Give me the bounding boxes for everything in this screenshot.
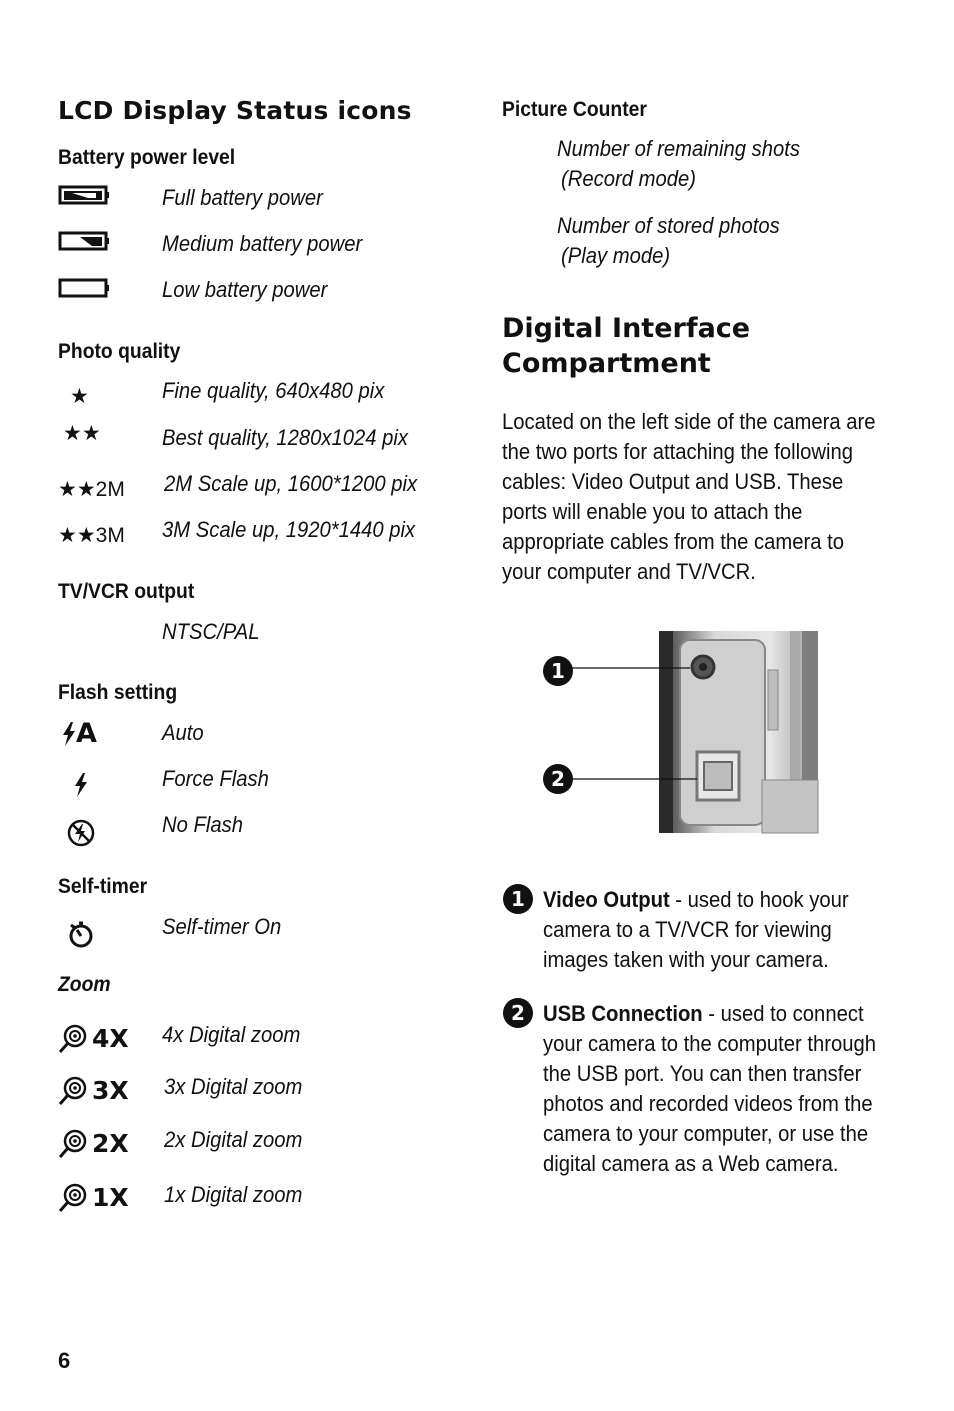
zoom-label: 3x Digital zoom [164, 1074, 303, 1099]
quality-label: Fine quality, 640x480 pix [162, 378, 385, 403]
page-number: 6 [58, 1348, 71, 1373]
intro-line: ports will enable you to attach the [502, 499, 803, 524]
counter-play-line1: Number of stored photos [557, 213, 780, 238]
battery-label: Low battery power [162, 277, 328, 302]
battery-label: Full battery power [162, 185, 323, 210]
callout-1: 1 [543, 656, 573, 686]
quality-label: 2M Scale up, 1600*1200 pix [164, 471, 418, 496]
intro-line: the two ports for attaching the following [502, 439, 854, 464]
zoom-label: 2x Digital zoom [164, 1127, 303, 1152]
zoom-heading: Zoom [58, 973, 111, 996]
intro-line: cables: Video Output and USB. These [502, 469, 844, 494]
usb-connection-term: USB Connection [543, 1001, 703, 1026]
zoom-4x-icon: 4X [58, 1022, 138, 1056]
two-star-icon: ★★ [63, 421, 101, 445]
flash-heading: Flash setting [58, 681, 178, 704]
intro-line: your computer and TV/VCR. [502, 559, 756, 584]
one-star-icon: ★ [70, 384, 89, 408]
flash-auto-icon: A [62, 720, 97, 748]
two-star-3m-icon: ★★3M [58, 523, 125, 547]
intro-line: appropriate cables from the camera to [502, 529, 845, 554]
tv-heading: TV/VCR output [58, 580, 195, 603]
timer-heading: Self-timer [58, 875, 148, 898]
flash-label: Force Flash [162, 766, 269, 791]
intro-line: Located on the left side of the camera are [502, 409, 876, 434]
picture-counter-heading: Picture Counter [502, 98, 647, 121]
zoom-1x-icon: 1X [58, 1181, 138, 1215]
usb-connection-description: USB Connection - used to connect your camera to the computer through the USB port. You can then transfer photos and recorded videos from the camera to your computer, or use the digital camera as a Web camera. [543, 1001, 877, 1176]
counter-record-line1: Number of remaining shots [557, 136, 800, 161]
two-star-2m-icon: ★★2M [58, 477, 125, 501]
camera-ports-photo [540, 630, 820, 835]
video-output-description: Video Output - used to hook your camera to a TV/VCR for viewing images taken with your camera. [543, 887, 849, 972]
section-title: LCD Display Status icons [58, 96, 412, 125]
battery-heading: Battery power level [58, 146, 236, 169]
callout-2: 2 [543, 764, 573, 794]
flash-label: Auto [162, 720, 204, 745]
flash-label: No Flash [162, 812, 244, 837]
medium-battery-icon [58, 230, 110, 252]
item-number-2: 2 [503, 998, 533, 1028]
zoom-label: 1x Digital zoom [164, 1182, 303, 1207]
battery-label: Medium battery power [162, 231, 363, 256]
interface-title-line1: Digital Interface [502, 313, 751, 344]
tv-value: NTSC/PAL [162, 619, 260, 644]
zoom-label: 4x Digital zoom [162, 1022, 301, 1047]
counter-record-line2: (Record mode) [561, 166, 696, 191]
quality-label: Best quality, 1280x1024 pix [162, 425, 409, 450]
counter-play-line2: (Play mode) [561, 243, 671, 268]
zoom-3x-icon: 3X [58, 1074, 138, 1108]
full-battery-icon [58, 184, 110, 206]
quality-label: 3M Scale up, 1920*1440 pix [162, 517, 416, 542]
timer-label: Self-timer On [162, 914, 282, 939]
low-battery-icon [58, 277, 110, 299]
video-output-term: Video Output [543, 887, 670, 912]
intro-paragraph [502, 407, 888, 587]
item-number-1: 1 [503, 884, 533, 914]
quality-heading: Photo quality [58, 340, 181, 363]
interface-title-line2: Compartment [502, 348, 711, 379]
zoom-2x-icon: 2X [58, 1127, 138, 1161]
no-flash-icon [66, 818, 96, 848]
self-timer-icon [66, 920, 96, 950]
force-flash-icon [74, 773, 88, 797]
